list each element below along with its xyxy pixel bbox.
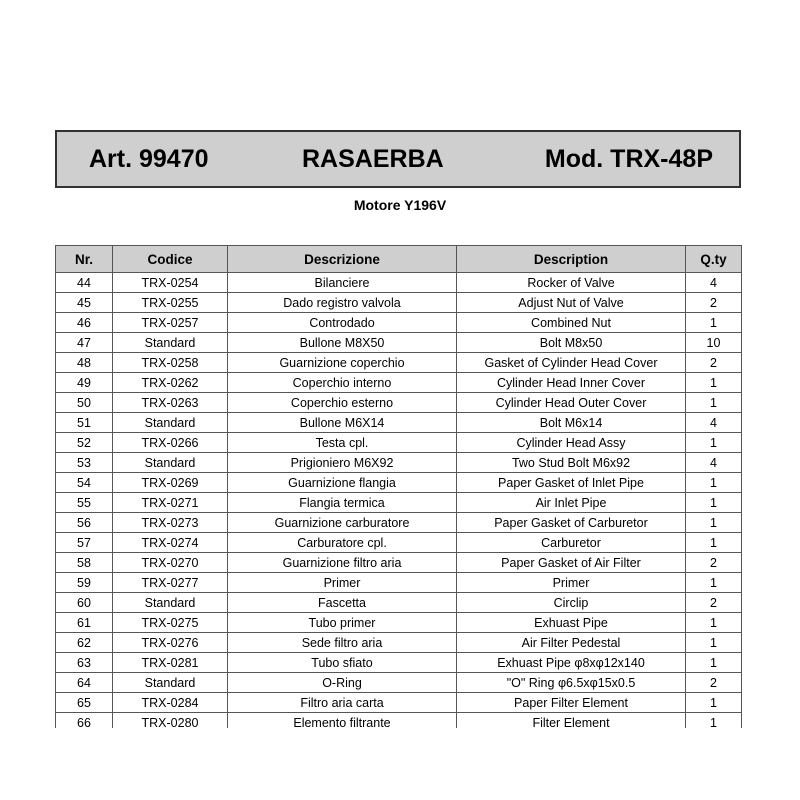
article-number: Art. 99470 <box>89 145 209 173</box>
cell-qty: 1 <box>686 613 742 633</box>
document-title: RASAERBA <box>302 145 444 173</box>
cell-nr: 51 <box>56 413 113 433</box>
cell-codice: Standard <box>113 593 228 613</box>
column-header-nr: Nr. <box>56 246 113 273</box>
cell-codice: TRX-0276 <box>113 633 228 653</box>
cell-description: Paper Gasket of Carburetor <box>457 513 686 533</box>
cell-qty: 2 <box>686 553 742 573</box>
cell-qty: 4 <box>686 273 742 293</box>
table-row <box>56 413 742 433</box>
cell-descrizione: Bullone M8X50 <box>228 333 457 353</box>
cell-description: Air Inlet Pipe <box>457 493 686 513</box>
cell-qty: 1 <box>686 493 742 513</box>
table-row <box>56 533 742 553</box>
table-row <box>56 633 742 653</box>
cell-description: Combined Nut <box>457 313 686 333</box>
cell-nr: 53 <box>56 453 113 473</box>
cell-nr: 65 <box>56 693 113 713</box>
table-row <box>56 353 742 373</box>
cell-codice: Standard <box>113 453 228 473</box>
cell-descrizione: Bilanciere <box>228 273 457 293</box>
cell-descrizione: Fascetta <box>228 593 457 613</box>
cell-codice: TRX-0266 <box>113 433 228 453</box>
cell-description: Paper Gasket of Air Filter <box>457 553 686 573</box>
cell-nr: 57 <box>56 533 113 553</box>
cell-description: Filter Element <box>457 713 686 729</box>
cell-descrizione: Guarnizione filtro aria <box>228 553 457 573</box>
cell-qty: 1 <box>686 713 742 729</box>
cell-descrizione: Elemento filtrante <box>228 713 457 729</box>
cell-nr: 45 <box>56 293 113 313</box>
cell-qty: 1 <box>686 373 742 393</box>
cell-descrizione: Sede filtro aria <box>228 633 457 653</box>
cell-qty: 2 <box>686 593 742 613</box>
cell-description: Exhuast Pipe φ8xφ12x140 <box>457 653 686 673</box>
cell-qty: 2 <box>686 353 742 373</box>
cell-nr: 49 <box>56 373 113 393</box>
cell-descrizione: Filtro aria carta <box>228 693 457 713</box>
cell-descrizione: Guarnizione coperchio <box>228 353 457 373</box>
cell-nr: 60 <box>56 593 113 613</box>
cell-descrizione: Guarnizione flangia <box>228 473 457 493</box>
cell-qty: 1 <box>686 513 742 533</box>
column-header-descrizione: Descrizione <box>228 246 457 273</box>
column-header-qty: Q.ty <box>686 246 742 273</box>
cell-codice: TRX-0280 <box>113 713 228 729</box>
cell-description: Paper Filter Element <box>457 693 686 713</box>
cell-description: Gasket of Cylinder Head Cover <box>457 353 686 373</box>
cell-description: Two Stud Bolt M6x92 <box>457 453 686 473</box>
cell-description: Cylinder Head Inner Cover <box>457 373 686 393</box>
table-row <box>56 393 742 413</box>
model-number: Mod. TRX-48P <box>544 145 713 173</box>
document-header <box>55 130 741 188</box>
cell-nr: 50 <box>56 393 113 413</box>
table-row <box>56 613 742 633</box>
table-row <box>56 553 742 573</box>
cell-nr: 46 <box>56 313 113 333</box>
cell-codice: TRX-0277 <box>113 573 228 593</box>
cell-codice: TRX-0255 <box>113 293 228 313</box>
cell-codice: TRX-0275 <box>113 613 228 633</box>
cell-description: Primer <box>457 573 686 593</box>
table-row <box>56 433 742 453</box>
cell-descrizione: Bullone M6X14 <box>228 413 457 433</box>
cell-descrizione: Tubo sfiato <box>228 653 457 673</box>
cell-nr: 55 <box>56 493 113 513</box>
table-row <box>56 293 742 313</box>
cell-descrizione: Carburatore cpl. <box>228 533 457 553</box>
cell-description: Cylinder Head Assy <box>457 433 686 453</box>
engine-subtitle: Motore Y196V <box>353 197 447 213</box>
cell-qty: 1 <box>686 633 742 653</box>
table-row <box>56 653 742 673</box>
cell-codice: TRX-0273 <box>113 513 228 533</box>
table-row <box>56 593 742 613</box>
cell-qty: 4 <box>686 413 742 433</box>
cell-descrizione: Tubo primer <box>228 613 457 633</box>
table-row <box>56 333 742 353</box>
cell-description: Bolt M6x14 <box>457 413 686 433</box>
cell-descrizione: Flangia termica <box>228 493 457 513</box>
cell-descrizione: Testa cpl. <box>228 433 457 453</box>
cell-nr: 47 <box>56 333 113 353</box>
cell-nr: 63 <box>56 653 113 673</box>
cell-codice: TRX-0284 <box>113 693 228 713</box>
parts-table-viewport <box>55 245 742 728</box>
cell-nr: 48 <box>56 353 113 373</box>
table-row <box>56 453 742 473</box>
cell-description: Carburetor <box>457 533 686 553</box>
table-row <box>56 273 742 293</box>
parts-table <box>55 245 742 728</box>
cell-qty: 10 <box>686 333 742 353</box>
cell-qty: 1 <box>686 533 742 553</box>
table-row <box>56 473 742 493</box>
cell-description: "O" Ring φ6.5xφ15x0.5 <box>457 673 686 693</box>
cell-descrizione: Guarnizione carburatore <box>228 513 457 533</box>
cell-description: Circlip <box>457 593 686 613</box>
cell-descrizione: Dado registro valvola <box>228 293 457 313</box>
table-row <box>56 313 742 333</box>
table-row <box>56 713 742 729</box>
cell-codice: TRX-0281 <box>113 653 228 673</box>
cell-description: Paper Gasket of Inlet Pipe <box>457 473 686 493</box>
cell-description: Rocker of Valve <box>457 273 686 293</box>
cell-nr: 59 <box>56 573 113 593</box>
cell-qty: 2 <box>686 293 742 313</box>
cell-codice: TRX-0257 <box>113 313 228 333</box>
cell-qty: 1 <box>686 473 742 493</box>
cell-nr: 54 <box>56 473 113 493</box>
cell-nr: 56 <box>56 513 113 533</box>
cell-qty: 2 <box>686 673 742 693</box>
cell-codice: TRX-0270 <box>113 553 228 573</box>
cell-codice: Standard <box>113 673 228 693</box>
cell-qty: 1 <box>686 653 742 673</box>
table-row <box>56 373 742 393</box>
cell-nr: 44 <box>56 273 113 293</box>
cell-nr: 66 <box>56 713 113 729</box>
table-row <box>56 513 742 533</box>
cell-codice: TRX-0254 <box>113 273 228 293</box>
cell-codice: Standard <box>113 413 228 433</box>
cell-codice: Standard <box>113 333 228 353</box>
table-row <box>56 673 742 693</box>
cell-qty: 1 <box>686 393 742 413</box>
cell-codice: TRX-0269 <box>113 473 228 493</box>
cell-descrizione: Controdado <box>228 313 457 333</box>
cell-descrizione: Coperchio interno <box>228 373 457 393</box>
cell-nr: 52 <box>56 433 113 453</box>
cell-description: Bolt M8x50 <box>457 333 686 353</box>
cell-qty: 1 <box>686 693 742 713</box>
cell-description: Cylinder Head Outer Cover <box>457 393 686 413</box>
table-row <box>56 573 742 593</box>
column-header-codice: Codice <box>113 246 228 273</box>
cell-descrizione: Coperchio esterno <box>228 393 457 413</box>
cell-nr: 62 <box>56 633 113 653</box>
table-header-row <box>56 246 742 273</box>
cell-descrizione: O-Ring <box>228 673 457 693</box>
cell-description: Adjust Nut of Valve <box>457 293 686 313</box>
cell-descrizione: Primer <box>228 573 457 593</box>
cell-qty: 1 <box>686 433 742 453</box>
cell-description: Exhuast Pipe <box>457 613 686 633</box>
cell-descrizione: Prigioniero M6X92 <box>228 453 457 473</box>
table-row <box>56 693 742 713</box>
cell-nr: 64 <box>56 673 113 693</box>
cell-nr: 61 <box>56 613 113 633</box>
table-row <box>56 493 742 513</box>
cell-qty: 1 <box>686 313 742 333</box>
cell-qty: 1 <box>686 573 742 593</box>
cell-codice: TRX-0274 <box>113 533 228 553</box>
cell-codice: TRX-0262 <box>113 373 228 393</box>
cell-description: Air Filter Pedestal <box>457 633 686 653</box>
cell-codice: TRX-0258 <box>113 353 228 373</box>
column-header-description: Description <box>457 246 686 273</box>
cell-qty: 4 <box>686 453 742 473</box>
cell-nr: 58 <box>56 553 113 573</box>
cell-codice: TRX-0263 <box>113 393 228 413</box>
cell-codice: TRX-0271 <box>113 493 228 513</box>
